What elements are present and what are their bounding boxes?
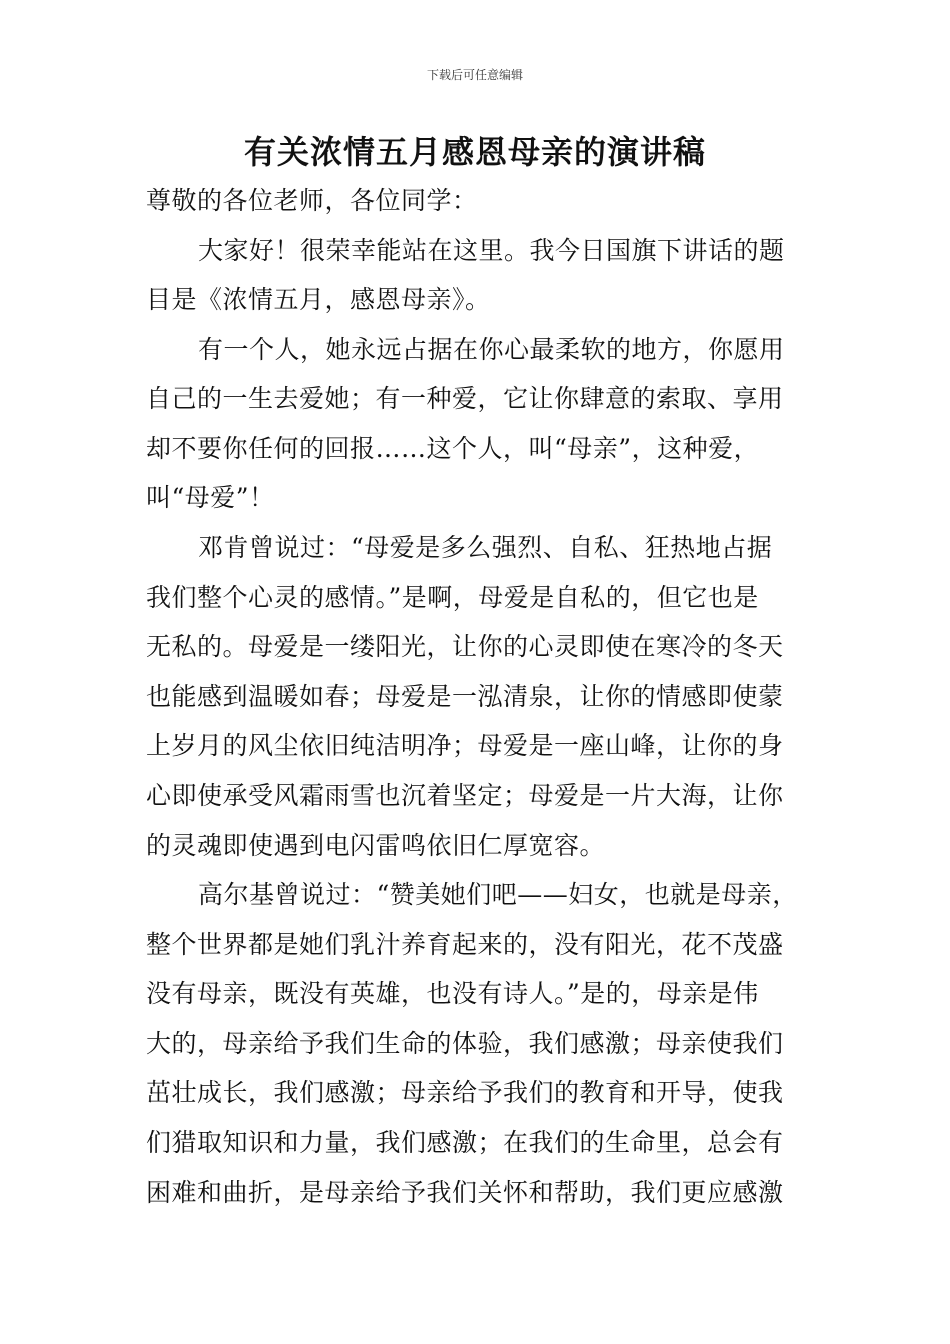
document-title: 有关浓情五月感恩母亲的演讲稿 — [243, 133, 706, 171]
body-line: 高尔基曾说过：“赞美她们吧——妇女，也就是母亲， — [198, 880, 798, 909]
body-line: 上岁月的风尘依旧纯洁明净；母爱是一座山峰，让你的身 — [146, 731, 784, 760]
body-line: 无私的。母爱是一缕阳光，让你的心灵即使在寒冷的冬天 — [146, 632, 784, 661]
body-line: 大的，母亲给予我们生命的体验，我们感激；母亲使我们 — [146, 1029, 784, 1058]
body-line: 整个世界都是她们乳汁养育起来的，没有阳光，花不茂盛 — [146, 930, 784, 959]
salutation-line: 尊敬的各位老师，各位同学： — [146, 186, 478, 215]
body-line: 困难和曲折，是母亲给予我们关怀和帮助，我们更应感激 — [146, 1178, 784, 1207]
body-line: 邓肯曾说过：“母爱是多么强烈、自私、狂热地占据 — [198, 533, 773, 562]
body-line: 我们整个心灵的感情。”是啊，母爱是自私的，但它也是 — [146, 583, 759, 612]
body-line: 的灵魂即使遇到电闪雷鸣依旧仁厚宽容。 — [146, 831, 606, 860]
body-line: 大家好！很荣幸能站在这里。我今日国旗下讲话的题 — [198, 236, 785, 265]
body-line: 也能感到温暖如春；母爱是一泓清泉，让你的情感即使蒙 — [146, 682, 784, 711]
body-line: 没有母亲，既没有英雄，也没有诗人。”是的，母亲是伟 — [146, 979, 759, 1008]
body-line: 茁壮成长，我们感激；母亲给予我们的教育和开导，使我 — [146, 1078, 784, 1107]
body-line: 却不要你任何的回报……这个人，叫“母亲”，这种爱， — [146, 434, 760, 463]
header-note: 下载后可任意编辑 — [426, 68, 523, 82]
body-line: 们猎取知识和力量，我们感激；在我们的生命里，总会有 — [146, 1128, 784, 1157]
body-line: 叫“母爱”！ — [146, 483, 275, 512]
body-line: 有一个人，她永远占据在你心最柔软的地方，你愿用 — [198, 335, 785, 364]
body-line: 自己的一生去爱她；有一种爱，它让你肆意的索取、享用 — [146, 384, 784, 413]
body-line: 心即使承受风霜雨雪也沉着坚定；母爱是一片大海，让你 — [146, 781, 784, 810]
body-line: 目是《浓情五月，感恩母亲》。 — [146, 285, 491, 314]
